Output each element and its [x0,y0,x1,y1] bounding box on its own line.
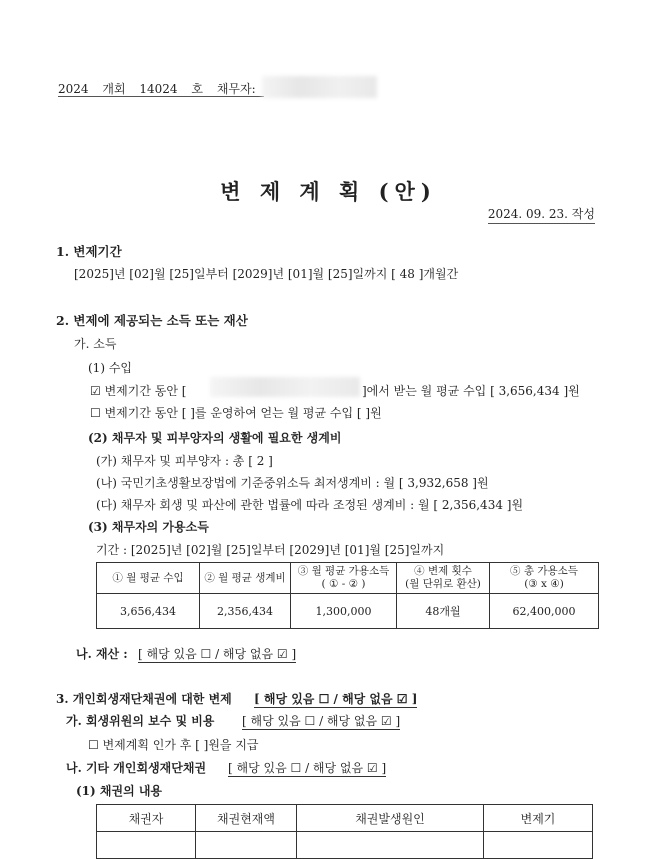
case-ho: 호 [191,82,203,96]
s3-ga-options: [ 해당 있음 ☐ / 해당 없음 ☑ ] [242,714,401,728]
calc-header-3: ③ 월 평균 가용소득 ( ① - ② ) [291,563,397,594]
redacted-debtor-name [262,76,377,98]
calc-header-1: ① 월 평균 수입 [97,563,200,594]
calc-value-4: 48개월 [397,594,490,629]
case-number: 14024 [139,82,178,96]
avail-heading: (3) 채무자의 가용소득 [88,520,209,534]
bond-cell [97,832,196,859]
s2-na-options: [ 해당 있음 ☐ / 해당 없음 ☑ ] [138,647,297,661]
s2-na: 나. 재산 : [76,647,128,661]
debtor-label: 채무자: [216,82,256,96]
s3-heading: 3. 개인회생재단채권에 대한 변제 [56,692,232,706]
bond-header-creditor: 채권자 [97,805,196,832]
s1-heading: 1. 변제기간 [56,244,122,259]
calc-value-3: 1,300,000 [291,594,397,629]
bond-table [96,804,593,859]
case-year: 2024 [58,82,89,96]
available-income-table [96,562,599,629]
living-a: (가) 채무자 및 피부양자 : 총 [ 2 ] [96,454,273,468]
living-heading: (2) 채무자 및 피부양자의 생활에 필요한 생계비 [88,431,342,445]
income-heading: (1) 수입 [88,361,132,375]
calc-header-4: ④ 변제 횟수 (월 단위로 환산) [397,563,490,594]
s2-heading: 2. 변제에 제공되는 소득 또는 재산 [56,313,248,328]
s2-ga: 가. 소득 [74,337,117,351]
bond-cell [484,832,593,859]
income-item-1-a: ☑ 변제기간 동안 [ [90,384,187,398]
bond-header-cause: 채권발생원인 [297,805,484,832]
case-header [58,80,266,97]
bond-header-due: 변제기 [484,805,593,832]
calc-value-5: 62,400,000 [490,594,599,629]
calc-header-5: ⑤ 총 가용소득 (③ x ④) [490,563,599,594]
calc-value-1: 3,656,434 [97,594,200,629]
s1-period: [2025]년 [02]월 [25]일부터 [2029]년 [01]월 [25]일까지 [ 48 ]개월간 [74,267,459,281]
bond-cell [297,832,484,859]
calc-value-2: 2,356,434 [200,594,291,629]
bond-header-amount: 채권현재액 [196,805,297,832]
document-date: 2024. 09. 23. 작성 [488,205,595,224]
avail-period: 기간 : [2025]년 [02]월 [25]일부터 [2029]년 [01]월 [25]일까지 [96,543,445,557]
bond-heading: (1) 채권의 내용 [76,784,163,798]
document-title: 변 제 계 획 (안) [220,179,437,204]
bond-cell [196,832,297,859]
redacted-employer [210,377,360,397]
living-c: (다) 채무자 회생 및 파산에 관한 법률에 따라 조정된 생계비 : 월 [ 2,356,434 ]원 [96,498,524,512]
s3-heading-options: [ 해당 있음 ☐ / 해당 없음 ☑ ] [254,692,418,706]
living-b: (나) 국민기초생활보장법에 기준중위소득 최저생계비 : 월 [ 3,932,658 ]원 [96,476,489,490]
case-kind: 개회 [102,82,126,96]
s3-ga-item: ☐ 변제계획 인가 후 [ ]원을 지급 [88,738,259,752]
income-item-2: ☐ 변제기간 동안 [ ]를 운영하여 얻는 월 평균 수입 [ ]원 [90,406,382,420]
header-underline [58,96,264,97]
calc-header-2: ② 월 평균 생계비 [200,563,291,594]
income-item-1-b: ]에서 받는 월 평균 수입 [ 3,656,434 ]원 [362,384,580,398]
s3-na: 나. 기타 개인회생재단채권 [66,761,207,775]
s3-na-options: [ 해당 있음 ☐ / 해당 없음 ☑ ] [228,761,387,775]
s3-ga: 가. 회생위원의 보수 및 비용 [66,714,215,728]
